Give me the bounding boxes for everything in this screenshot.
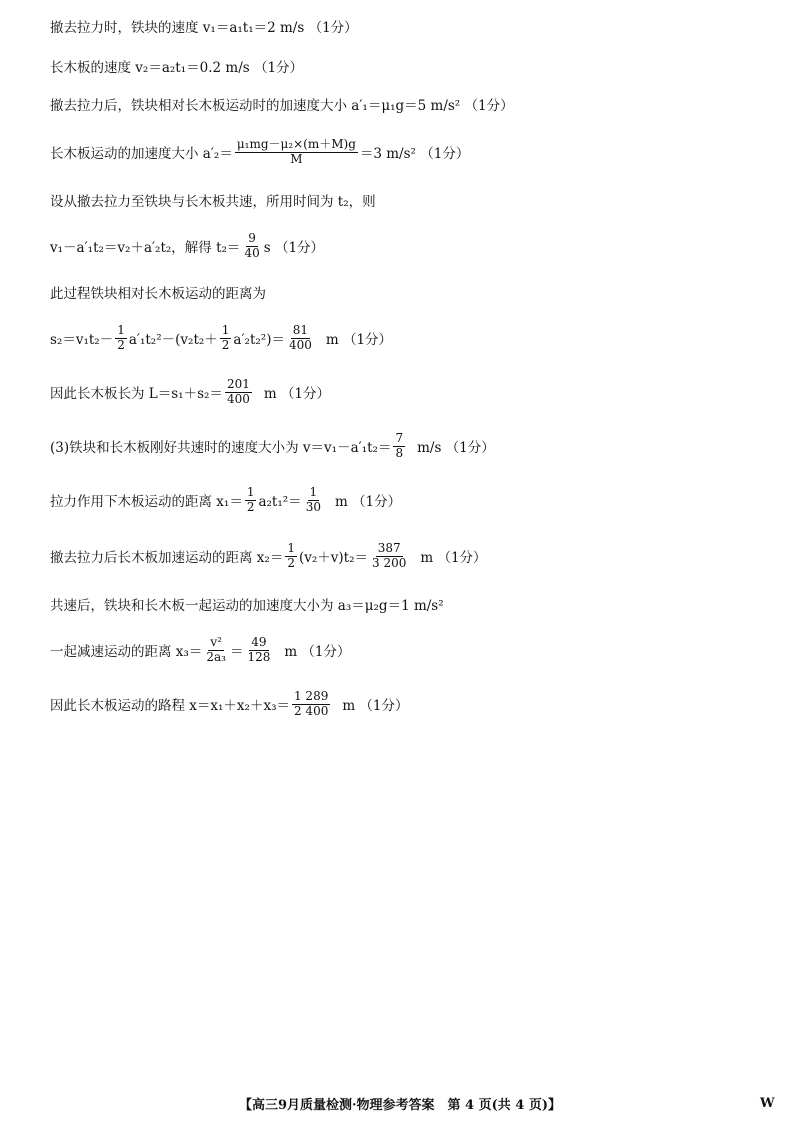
line-13: 共速后，铁块和长木板一起运动的加速度大小为 a₃＝μ₂g＝1 m/s²	[50, 598, 444, 614]
fraction: $\frac{1}{2}$	[287, 540, 295, 570]
line-11: 拉力作用下木板运动的距离 x₁＝ $\frac{1}{2}$ a₂t₁²＝ $\frac{1}{30}$ m （1分）	[50, 484, 402, 514]
page-footer: 【高三9月质量检测·物理参考答案 第 4 页(共 4 页)】	[238, 1098, 562, 1113]
line-10: (3)铁块和长木板刚好共速时的速度大小为 v＝v₁－a′₁t₂＝ $\frac{7}{8}$ m/s （1分）	[50, 430, 495, 460]
line-2: 长木板的速度 v₂＝a₂t₁＝0.2 m/s （1分）	[50, 60, 304, 76]
fraction: $\frac{1}{2}$	[246, 484, 255, 514]
line-14: 一起减速运动的距离 x₃＝ $\frac{\text{v²}}{\text{2a₃}}$ ＝ $\frac{49}{128}$ m （1分）	[50, 634, 351, 664]
fraction: $\frac{1}{2}$	[117, 322, 125, 352]
line-8: s₂＝v₁t₂－ $\frac{1}{2}$ a′₁t₂²－(v₂t₂＋ $\frac{1}{2}$ a′₂t₂²)＝ $\frac{81}{400}$ m （1分）	[50, 322, 393, 352]
corner-mark: W	[760, 1096, 775, 1111]
fraction: $\frac{\text{v²}}{\text{2a₃}}$	[206, 634, 226, 664]
line-15: 因此长木板运动的路程 x＝x₁＋x₂＋x₃＝ $\frac{1 289}{2 400}$ m （1分）	[50, 688, 409, 718]
line-3: 撤去拉力后，铁块相对长木板运动时的加速度大小 a′₁＝μ₁g＝5 m/s² （1分）	[50, 98, 514, 114]
fraction: $\frac{201}{400}$	[226, 376, 250, 406]
line-7: 此过程铁块相对长木板运动的距离为	[50, 286, 266, 302]
fraction: $\frac{387}{3 200}$	[372, 540, 407, 570]
fraction: $\frac{1}{30}$	[305, 484, 321, 514]
line-5: 设从撤去拉力至铁块与长木板共速，所用时间为 t₂，则	[50, 194, 376, 210]
line-4: 长木板运动的加速度大小 a′₂＝ $\frac{\text{μ₁mg－μ₂×(m＋M)g}}{M}$ ＝3 m/s² （1分）	[50, 136, 470, 166]
fraction: $\frac{7}{8}$	[395, 430, 404, 460]
line-12: 撤去拉力后长木板加速运动的距离 x₂＝ $\frac{1}{2}$ (v₂＋v)t₂＝ $\frac{387}{3 200}$ m （1分）	[50, 540, 487, 570]
fraction: $\frac{1}{2}$	[221, 322, 230, 352]
fraction: $\frac{\text{μ₁mg－μ₂×(m＋M)g}}{M}$	[236, 136, 356, 166]
line-1: 撤去拉力时，铁块的速度 v₁＝a₁t₁＝2 m/s （1分）	[50, 20, 358, 36]
line-9: 因此长木板长为 L＝s₁＋s₂＝ $\frac{201}{400}$ m （1分）	[50, 376, 331, 406]
fraction: $\frac{81}{400}$	[288, 322, 312, 352]
fraction: $\frac{49}{128}$	[247, 634, 271, 664]
fraction: $\frac{1 289}{2 400}$	[293, 688, 329, 718]
line-6: v₁－a′₁t₂＝v₂＋a′₂t₂，解得 t₂＝ $\frac{9}{40}$ s （1分）	[50, 230, 325, 260]
fraction: $\frac{9}{40}$	[244, 230, 260, 260]
